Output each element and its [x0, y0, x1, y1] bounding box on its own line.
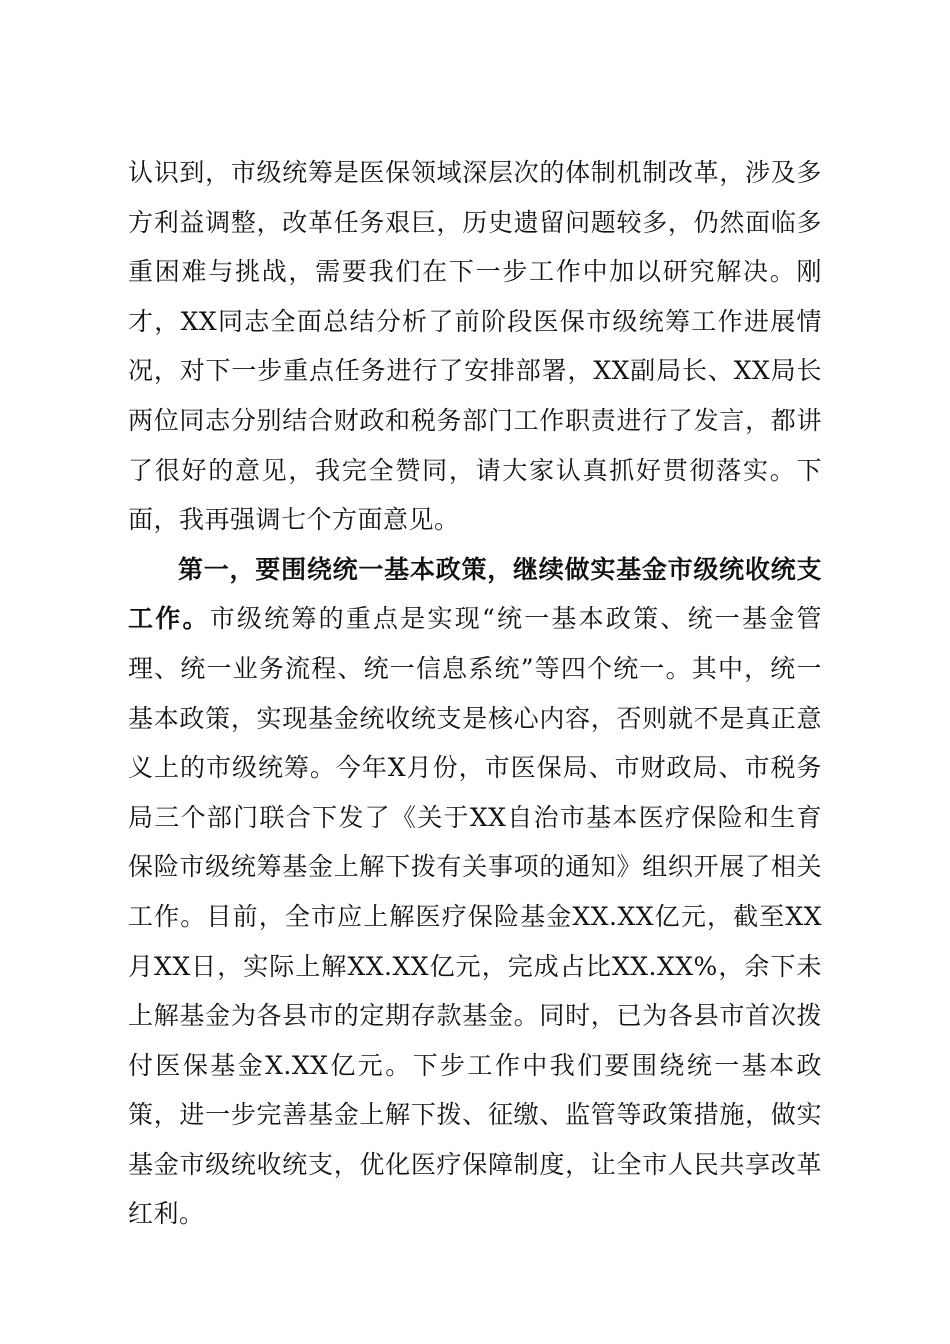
paragraph-point-one: [128, 545, 822, 1239]
document-page: [128, 148, 822, 1239]
paragraph-intro-text: 认识到，市级统筹是医保领域深层次的体制机制改革，涉及多方利益调整，改革任务艰巨，历史遗留问题较多，仍然面临多重困难与挑战，需要我们在下一步工作中加以研究解决。刚才，XX同志全面总结分析了前阶段医保市级统筹工作进展情况，对下一步重点任务进行了安排部署，XX副局长、XX局长两位同志分别结合财政和税务部门工作职责进行了发言，都讲了很好的意见，我完全赞同，请大家认真抓好贯彻落实。下面，我再强调七个方面意见。: [128, 158, 822, 535]
paragraph-point-one-heading: 第一，要围绕统一基本政策，继续做实基金市级统收统支工作。: [128, 554, 822, 634]
paragraph-intro: [128, 148, 822, 545]
paragraph-point-one-text: 市级统筹的重点是实现“统一基本政策、统一基金管理、统一业务流程、统一信息系统”等四个统一。其中，统一基本政策，实现基金统收统支是核心内容，否则就不是真正意义上的市级统筹。今年X月份，市医保局、市财政局、市税务局三个部门联合下发了《关于XX自治市基本医疗保险和生育保险市级统筹基金上解下拨有关事项的通知》组织开展了相关工作。目前，全市应上解医疗保险基金XX.XX亿元，截至XX月XX日，实际上解XX.XX亿元，完成占比XX.XX%，余下未上解基金为各县市的定期存款基金。同时，已为各县市首次拨付医保基金X.XX亿元。下步工作中我们要围绕统一基本政策，进一步完善基金上解下拨、征缴、监管等政策措施，做实基金市级统收统支，优化医疗保障制度，让全市人民共享改革红利。: [128, 604, 822, 1229]
